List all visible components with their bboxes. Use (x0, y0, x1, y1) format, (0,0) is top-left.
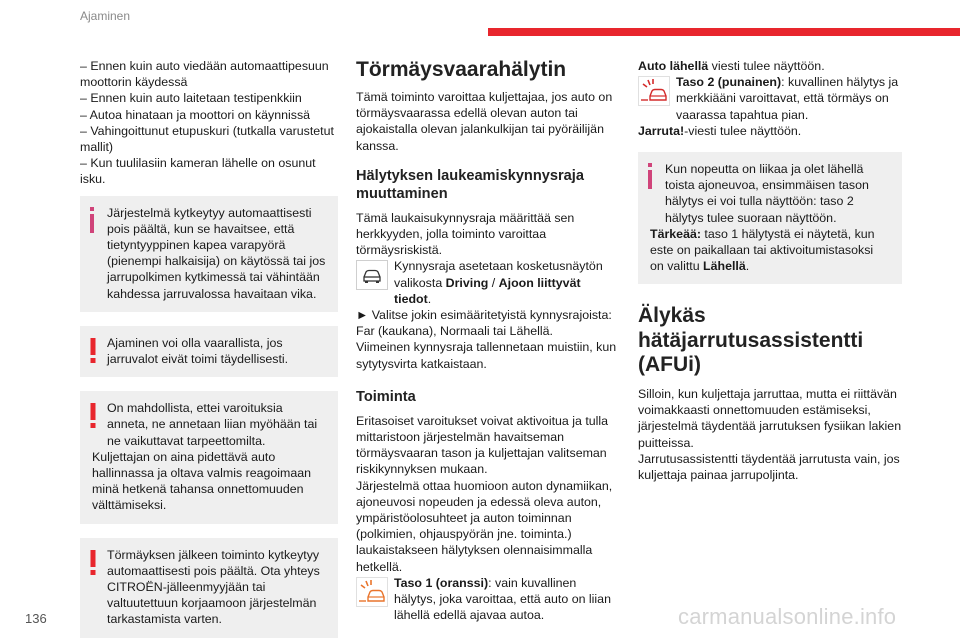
subheading-threshold: Hälytyksen laukeamiskynnysraja muuttaminen (356, 167, 584, 202)
collision-alert-red-icon (638, 76, 670, 106)
warning-text: Kuljettajan on aina pidettävä auto hallinnassa ja oltava valmis reagoimaan minä hetkenä tahansa onnettomuuden välttämiseksi. (92, 449, 312, 513)
paragraph: Viimeinen kynnysraja tallennetaan muistiin, kun sytytysvirta katkaistaan. (356, 340, 617, 371)
warning-exclamation-icon (89, 338, 97, 364)
paragraph: Järjestelmä ottaa huomioon auton dynamiikan, ajoneuvosi nopeuden ja edessä oleva auton, ympäristöolosuhteet ja auton toiminnan (polkimien, ohjauspyörän jne. toiminta.) laukaistakseen hälytyksen olennaisimmalla hetkellä. (356, 478, 613, 574)
conditions-list (80, 58, 338, 188)
warning-brake-lights (80, 326, 338, 377)
warning-late-alerts (80, 391, 338, 523)
column-1 (80, 58, 338, 638)
note-text: Tärkeää: taso 1 hälytystä ei näytetä, kun este on paikallaan tai aktivoitumistasoksi on valittu Lähellä. (650, 226, 875, 274)
info-note-speed (638, 152, 902, 284)
warning-text: Ajaminen voi olla vaarallista, jos jarruvalot eivät toimi täydellisesti. (107, 335, 289, 367)
paragraph: Kynnysraja asetetaan kosketusnäytön valikosta Driving / Ajoon liittyvät tiedot. (394, 259, 603, 306)
list-item: – Vahingoittunut etupuskuri (tutkalla varustetut mallit) (80, 123, 334, 155)
subheading-function: Toiminta (356, 388, 416, 405)
paragraph: Silloin, kun kuljettaja jarruttaa, mutta ei riittävän voimakkaasti onnettomuuden estämiseksi, järjestelmä täydentää jarrutuksen fysiikan lakien puitteissa. (638, 386, 902, 450)
warning-text: On mahdollista, ettei varoituksia anneta, ne annetaan liian myöhään tai ne vaikuttavat tarpeettomilta. (107, 401, 318, 448)
warning-text: Törmäyksen jälkeen toiminto kytkeytyy automaattisesti pois päältä. Ota yhteys CITROËN-jälleenmyyjään tai valtuutettuun korjaamoon järjestelmän tarkastamista varten. (107, 547, 320, 627)
list-item: – Ennen kuin auto laitetaan testipenkkiin (80, 91, 302, 106)
info-icon (645, 163, 655, 189)
info-note-spare-wheel (80, 196, 338, 312)
note-text: Kun nopeutta on liikaa ja olet lähellä toista ajoneuvoa, ensimmäisen tason hälytys ei voi tulla näyttöön: taso 2 hälytys tulee suoraan näyttöön. (665, 162, 869, 225)
level2-alert (638, 74, 902, 123)
header-accent-bar (488, 28, 960, 36)
note-text: Järjestelmä kytkeytyy automaattisesti pois päältä, kun se havaitsee, että tietyntyyppinen kapea varapyörä (pienempi halkaisija) on käytössä tai jos jarrupolkimen kytkimessä tai vähintään kahdessa jarruvalossa havaitaan vika. (107, 205, 326, 301)
paragraph: ► Valitse jokin esimääritetyistä kynnysrajoista: Far (kaukana), Normaali tai Lähellä. (356, 308, 612, 339)
running-header: Ajaminen (80, 9, 131, 23)
paragraph: Tämä toiminto varoittaa kuljettajaa, jos auto on törmäysvaarassa edellä olevan auton tai ajokaistalla olevan jalankulkijan tai pyöräilijän kanssa. (356, 90, 613, 153)
paragraph: Tämä laukaisukynnysraja määrittää sen herkkyyden, jolla toiminto varoittaa törmäysriskistä. (356, 210, 575, 258)
warning-after-collision (80, 538, 338, 638)
column-2 (356, 58, 620, 623)
paragraph: Jarruta!-viesti tulee näyttöön. (638, 123, 802, 138)
warning-exclamation-icon (89, 403, 97, 429)
car-settings-icon (356, 260, 388, 290)
threshold-instruction (356, 258, 620, 307)
section-title-afui: Älykäs hätäjarrutusassistentti (AFUi) (638, 304, 864, 377)
paragraph: Eritasoiset varoitukset voivat aktivoitua ja tulla mittaristoon järjestelmän havaitseman törmäysvaaran tason ja kuljettajan valitseman riskikynnyksen mukaan. (356, 413, 609, 477)
paragraph: Taso 1 (oranssi): vain kuvallinen hälytys, joka varoittaa, että auto on liian lähellä edellä ajavaa autoa. (394, 575, 611, 623)
list-item: – Ennen kuin auto viedään automaattipesuun moottorin käydessä (80, 59, 329, 90)
page-number: 136 (25, 611, 47, 626)
level1-alert (356, 575, 620, 624)
paragraph: Auto lähellä viesti tulee näyttöön. (638, 59, 825, 73)
section-title-collision-warning: Törmäysvaarahälytin (356, 58, 567, 81)
info-icon (87, 207, 97, 233)
paragraph: Taso 2 (punainen): kuvallinen hälytys ja merkkiääni varoittavat, että törmäys on vaarassa tapahtua pian. (676, 75, 899, 122)
list-item: – Kun tuulilasiin kameran lähelle on osunut isku. (80, 156, 316, 187)
collision-alert-orange-icon (356, 577, 388, 607)
paragraph: Jarrutusassistentti täydentää jarrutusta vain, jos kuljettaja painaa jarrupoljinta. (638, 451, 900, 482)
list-item: – Autoa hinataan ja moottori on käynnissä (80, 107, 311, 122)
watermark: carmanualsonline.info (678, 604, 897, 629)
column-3 (638, 58, 902, 483)
warning-exclamation-icon (89, 550, 97, 576)
